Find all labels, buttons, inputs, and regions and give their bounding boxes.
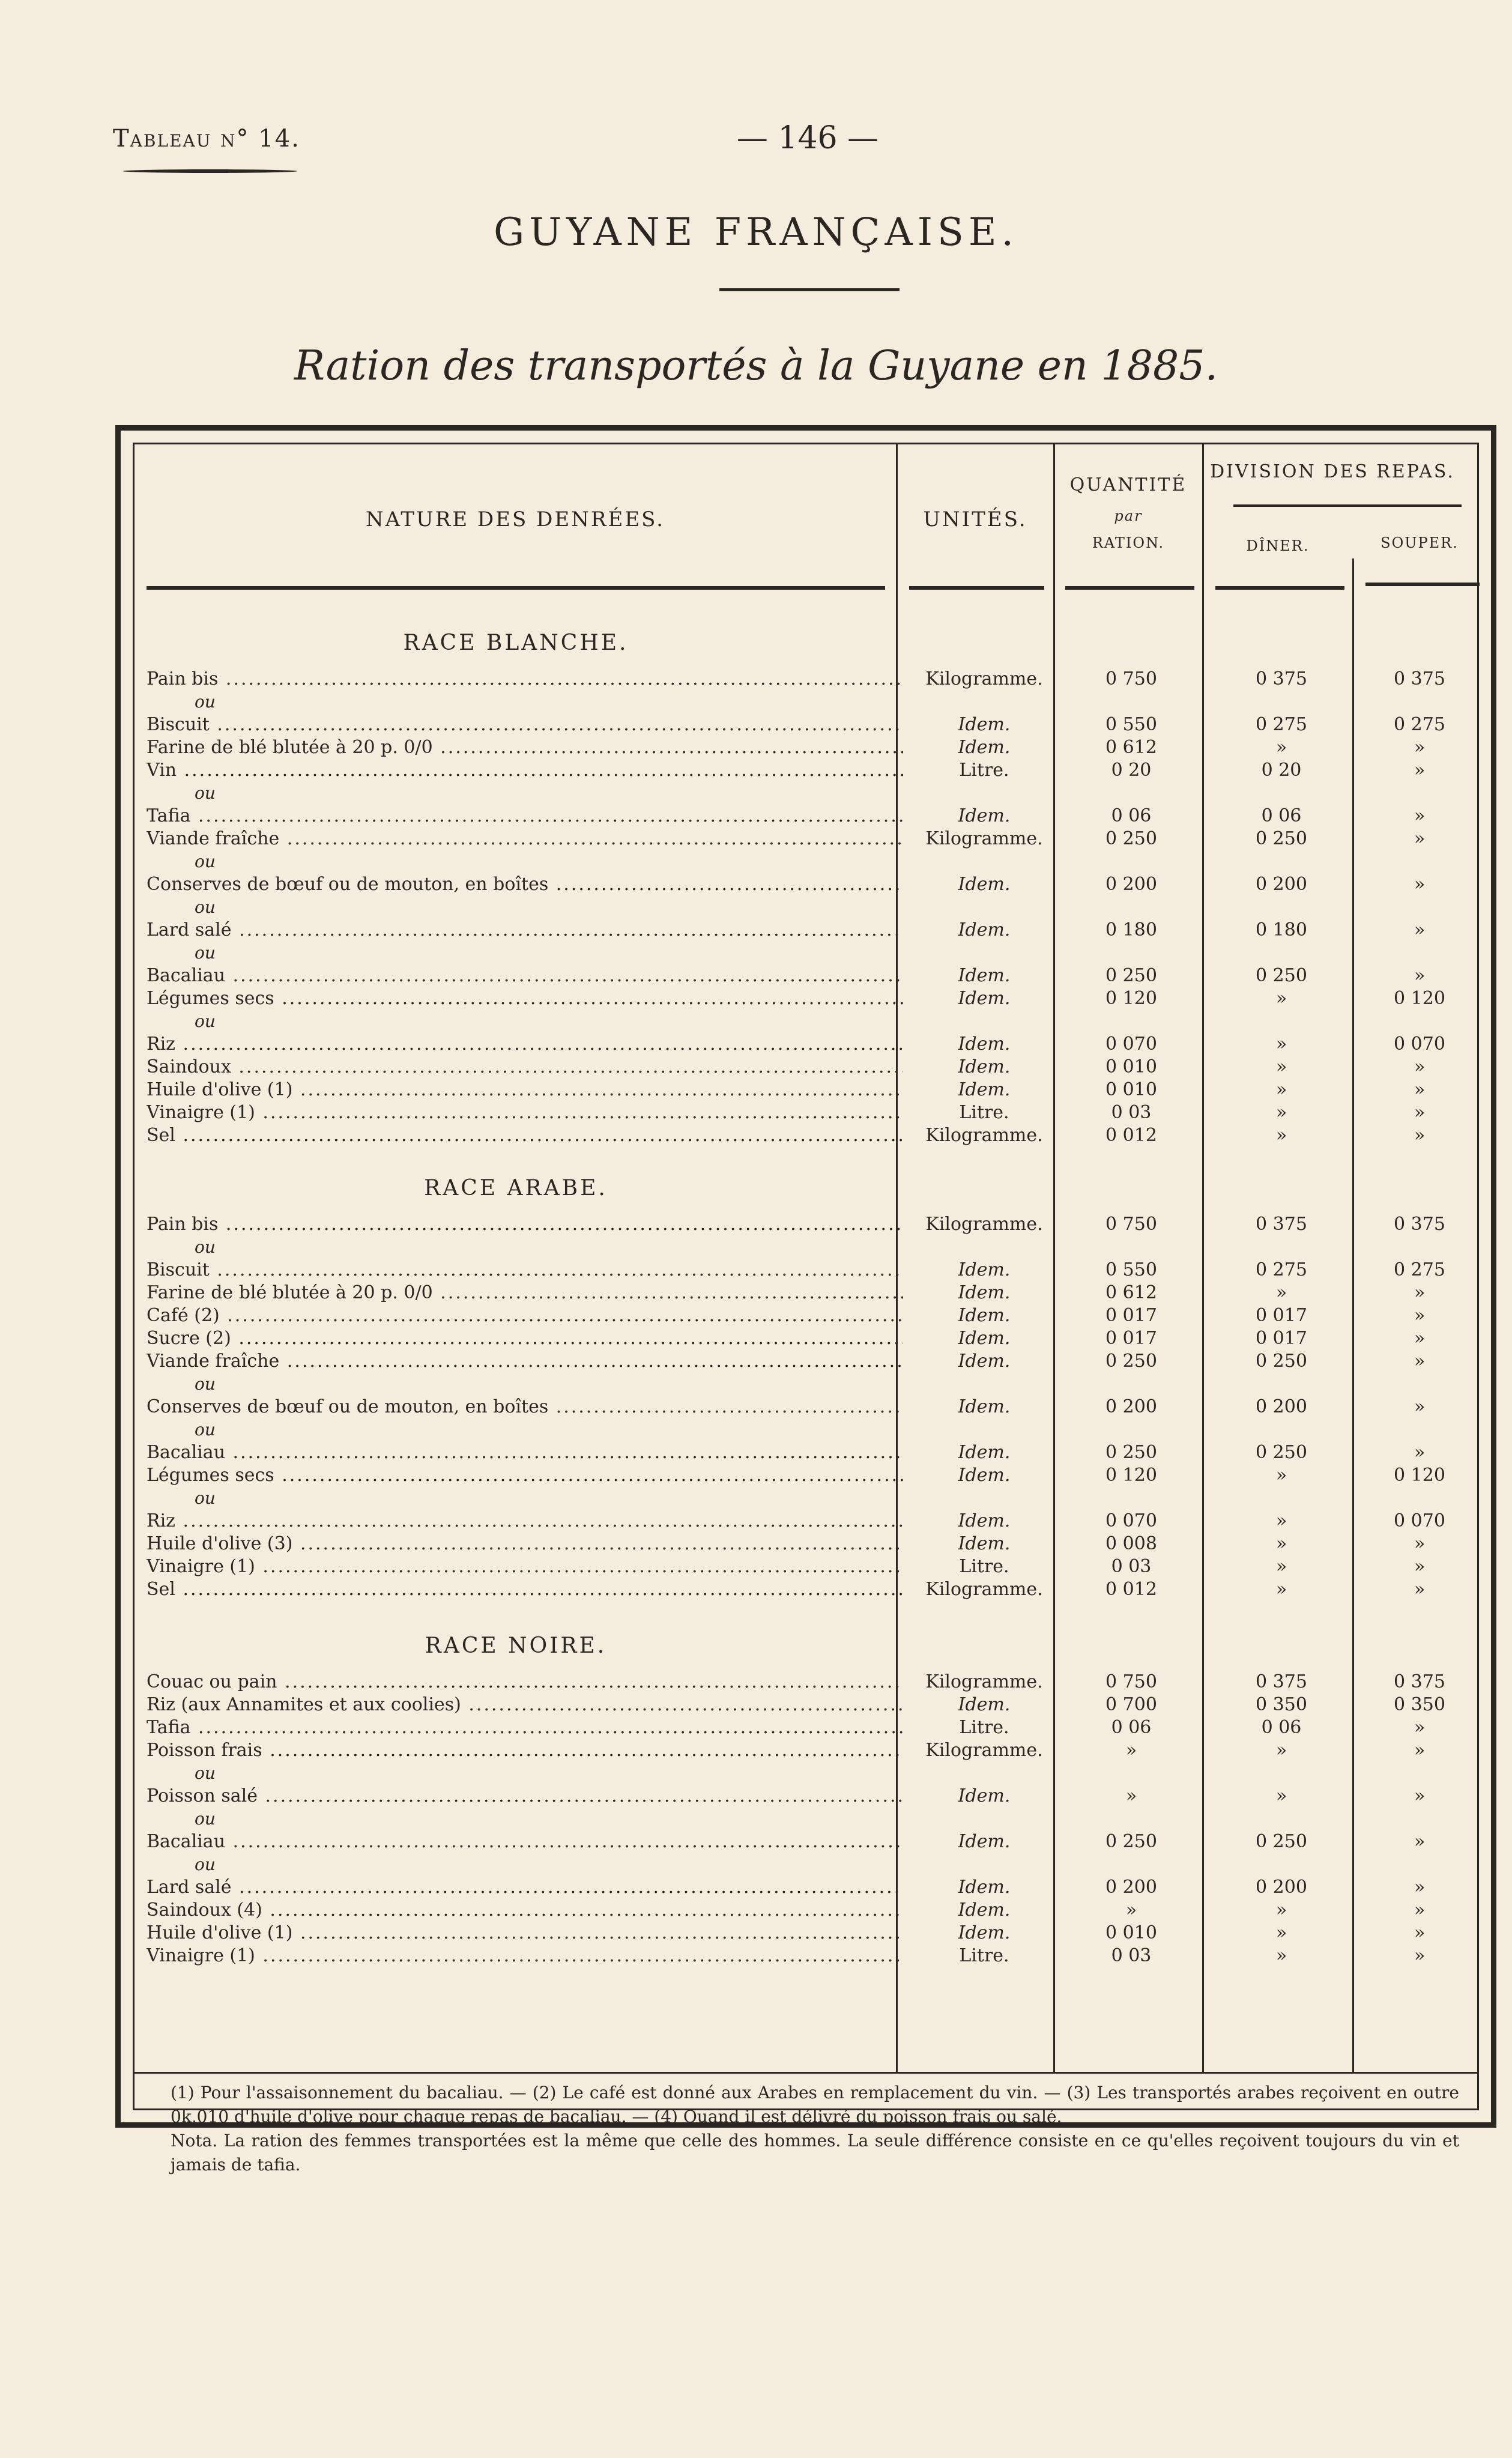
diner-cell: 0 275 (1256, 714, 1307, 735)
souper-cell: » (1414, 1579, 1426, 1600)
diner-cell: » (1275, 1079, 1287, 1100)
unit-cell: Idem. (958, 874, 1011, 895)
diner-cell: 0 275 (1256, 1259, 1307, 1280)
table-row (135, 1533, 1477, 1555)
quantity-cell: 0 750 (1105, 1671, 1157, 1692)
souper-cell: » (1414, 1785, 1426, 1806)
quantity-cell: 0 010 (1105, 1056, 1157, 1077)
item-name: Bacaliau ..... (147, 1830, 903, 1853)
unit-cell: Idem. (958, 1831, 1011, 1852)
unit-cell: Idem. (958, 1900, 1011, 1921)
quantity-cell: 0 250 (1105, 1442, 1157, 1463)
diner-cell: » (1275, 1556, 1287, 1577)
diner-cell: » (1275, 1510, 1287, 1531)
quantity-cell: » (1125, 1900, 1137, 1921)
or-connector: ou (195, 1809, 216, 1829)
unit-cell: Idem. (958, 1442, 1011, 1463)
quantity-cell: 0 010 (1105, 1922, 1157, 1943)
table-row (135, 1555, 1477, 1578)
diner-cell: » (1275, 737, 1287, 758)
quantity-cell: 0 03 (1111, 1945, 1152, 1966)
quantity-cell: 0 120 (1105, 988, 1157, 1009)
unit-cell: Kilogramme. (925, 1214, 1043, 1235)
diner-cell: » (1275, 1785, 1287, 1806)
diner-cell: » (1275, 1125, 1287, 1146)
unit-cell: Idem. (958, 988, 1011, 1009)
item-name: Poisson salé ..... (147, 1785, 903, 1808)
header-souper: SOUPER. (1380, 534, 1459, 551)
table-row (135, 1694, 1477, 1716)
header-rule (909, 586, 1044, 590)
souper-cell: 0 375 (1394, 1214, 1445, 1235)
item-name: Lard salé ..... (147, 919, 903, 942)
item-name: Riz ..... (147, 1033, 903, 1056)
item-name: Couac ou pain ..... (147, 1671, 903, 1694)
nota-note: Nota. La ration des femmes transportées est la même que celle des hommes. La seule différence consiste en ce qu'elles reçoivent toujours du vin et jamais de tafia. (171, 2131, 1459, 2175)
diner-cell: 0 20 (1261, 760, 1302, 781)
table-row (135, 1899, 1477, 1922)
table-row (135, 1510, 1477, 1533)
table-row (135, 1033, 1477, 1056)
unit-cell: Idem. (958, 1305, 1011, 1326)
souper-cell: 0 275 (1394, 714, 1445, 735)
quantity-cell: 0 612 (1105, 1282, 1157, 1303)
item-name: Sucre (2) ..... (147, 1327, 903, 1350)
item-name: Bacaliau ..... (147, 1441, 903, 1464)
unit-cell: Idem. (958, 1465, 1011, 1486)
unit-cell: Idem. (958, 1282, 1011, 1303)
item-name: Vin ..... (147, 759, 903, 782)
unit-cell: Idem. (958, 1259, 1011, 1280)
diner-cell: » (1275, 1579, 1287, 1600)
unit-cell: Kilogramme. (925, 1671, 1043, 1692)
or-connector: ou (195, 1011, 216, 1031)
item-name: Huile d'olive (3) ..... (147, 1533, 903, 1555)
item-name: Huile d'olive (1) ..... (147, 1922, 903, 1945)
item-name: Conserves de bœuf ou de mouton, en boîtes ..... (147, 873, 903, 896)
item-name: Pain bis ..... (147, 1213, 903, 1236)
quantity-cell: 0 750 (1105, 668, 1157, 689)
diner-cell: » (1275, 1533, 1287, 1554)
diner-cell: 0 200 (1256, 1396, 1307, 1417)
souper-cell: » (1414, 965, 1426, 986)
souper-cell: » (1414, 1351, 1426, 1372)
unit-cell: Litre. (959, 1556, 1009, 1577)
diner-cell: 0 180 (1256, 919, 1307, 940)
souper-cell: » (1414, 760, 1426, 781)
header-ration: RATION. (1092, 534, 1165, 551)
page-subtitle: Ration des transportés à la Guyane en 1885. (294, 342, 1218, 390)
item-name: Pain bis ..... (147, 668, 903, 691)
table-row (135, 805, 1477, 828)
diner-cell: » (1275, 1922, 1287, 1943)
unit-cell: Idem. (958, 1079, 1011, 1100)
souper-cell: » (1414, 737, 1426, 758)
diner-cell: 0 250 (1256, 1442, 1307, 1463)
table-row (135, 1716, 1477, 1739)
item-name: Biscuit ..... (147, 713, 903, 736)
item-name: Tafia ..... (147, 805, 903, 828)
or-connector: ou (195, 783, 216, 803)
table-row (135, 1671, 1477, 1694)
diner-cell: 0 017 (1256, 1328, 1307, 1349)
item-name: Lard salé ..... (147, 1876, 903, 1899)
quantity-cell: 0 070 (1105, 1034, 1157, 1055)
unit-cell: Idem. (958, 919, 1011, 940)
diner-cell: 0 375 (1256, 668, 1307, 689)
header-par: par (1114, 507, 1143, 524)
table-row (135, 1739, 1477, 1762)
unit-cell: Idem. (958, 1694, 1011, 1715)
diner-cell: 0 375 (1256, 1671, 1307, 1692)
quantity-cell: 0 017 (1105, 1328, 1157, 1349)
souper-cell: » (1414, 1900, 1426, 1921)
diner-cell: » (1275, 988, 1287, 1009)
quantity-cell: 0 612 (1105, 737, 1157, 758)
souper-cell: » (1414, 1056, 1426, 1077)
or-connector: ou (195, 1763, 216, 1783)
unit-cell: Idem. (958, 1351, 1011, 1372)
unit-cell: Idem. (958, 1533, 1011, 1554)
item-name: Bacaliau ..... (147, 964, 903, 987)
diner-cell: » (1275, 1740, 1287, 1761)
quantity-cell: 0 06 (1111, 1717, 1152, 1738)
item-name: Poisson frais ..... (147, 1739, 903, 1762)
unit-cell: Idem. (958, 1056, 1011, 1077)
item-name: Légumes secs ..... (147, 987, 903, 1010)
quantity-cell: 0 750 (1105, 1214, 1157, 1235)
unit-cell: Idem. (958, 1785, 1011, 1806)
table-row (135, 1327, 1477, 1350)
or-connector: ou (195, 1374, 216, 1394)
header-rule (1215, 586, 1344, 590)
section-title: RACE BLANCHE. (403, 631, 629, 655)
table-row (135, 736, 1477, 759)
or-connector: ou (195, 1488, 216, 1508)
diner-cell: » (1275, 1056, 1287, 1077)
unit-cell: Idem. (958, 965, 1011, 986)
quantity-cell: 0 20 (1111, 760, 1152, 781)
souper-cell: » (1414, 1556, 1426, 1577)
item-name: Saindoux ..... (147, 1056, 903, 1079)
or-connector: ou (195, 943, 216, 963)
quantity-cell: 0 700 (1105, 1694, 1157, 1715)
quantity-cell: 0 03 (1111, 1102, 1152, 1123)
unit-cell: Idem. (958, 1034, 1011, 1055)
table-row (135, 1945, 1477, 1967)
table-row (135, 873, 1477, 896)
quantity-cell: 0 070 (1105, 1510, 1157, 1531)
souper-cell: » (1414, 1125, 1426, 1146)
header-rule (1065, 586, 1194, 590)
souper-cell: » (1414, 1740, 1426, 1761)
diner-cell: 0 200 (1256, 874, 1307, 895)
tableau-underline (123, 169, 297, 173)
quantity-cell: 0 250 (1105, 965, 1157, 986)
unit-cell: Idem. (958, 1510, 1011, 1531)
quantity-cell: 0 550 (1105, 714, 1157, 735)
souper-cell: » (1414, 1717, 1426, 1738)
diner-cell: » (1275, 1282, 1287, 1303)
unit-cell: Idem. (958, 737, 1011, 758)
souper-cell: » (1414, 1396, 1426, 1417)
diner-cell: 0 350 (1256, 1694, 1307, 1715)
table-row (135, 1079, 1477, 1101)
quantity-cell: 0 550 (1105, 1259, 1157, 1280)
diner-cell: » (1275, 1102, 1287, 1123)
table-row (135, 1056, 1477, 1079)
quantity-cell: 0 010 (1105, 1079, 1157, 1100)
diner-cell: » (1275, 1945, 1287, 1966)
souper-cell: 0 350 (1394, 1694, 1445, 1715)
item-name: Viande fraîche ..... (147, 1350, 903, 1373)
unit-cell: Litre. (959, 1717, 1009, 1738)
table-row (135, 1213, 1477, 1236)
page-title: GUYANE FRANÇAISE. (494, 210, 1018, 255)
header-unites: UNITÉS. (923, 507, 1027, 531)
unit-cell: Idem. (958, 1396, 1011, 1417)
table-row (135, 713, 1477, 736)
souper-cell: » (1414, 828, 1426, 849)
quantity-cell: 0 008 (1105, 1533, 1157, 1554)
souper-cell: » (1414, 1328, 1426, 1349)
quantity-cell: » (1125, 1785, 1137, 1806)
diner-cell: 0 250 (1256, 1831, 1307, 1852)
souper-cell: » (1414, 1442, 1426, 1463)
souper-cell: » (1414, 1079, 1426, 1100)
souper-cell: 0 120 (1394, 1465, 1445, 1486)
diner-cell: » (1275, 1465, 1287, 1486)
unit-cell: Litre. (959, 1102, 1009, 1123)
souper-cell: 0 275 (1394, 1259, 1445, 1280)
diner-cell: 0 375 (1256, 1214, 1307, 1235)
quantity-cell: 0 200 (1105, 874, 1157, 895)
souper-cell: 0 375 (1394, 668, 1445, 689)
unit-cell: Kilogramme. (925, 668, 1043, 689)
diner-cell: 0 250 (1256, 828, 1307, 849)
section-title: RACE ARABE. (424, 1176, 608, 1200)
table-row (135, 1396, 1477, 1418)
diner-cell: » (1275, 1900, 1287, 1921)
item-name: Saindoux (4) ..... (147, 1899, 903, 1922)
souper-cell: » (1414, 874, 1426, 895)
or-connector: ou (195, 1420, 216, 1439)
quantity-cell: 0 012 (1105, 1579, 1157, 1600)
or-connector: ou (195, 1237, 216, 1257)
item-name: Biscuit ..... (147, 1259, 903, 1282)
item-name: Riz (aux Annamites et aux coolies) ..... (147, 1694, 903, 1716)
table-row (135, 828, 1477, 850)
souper-cell: » (1414, 1877, 1426, 1898)
unit-cell: Kilogramme. (925, 1579, 1043, 1600)
unit-cell: Idem. (958, 1877, 1011, 1898)
header-nature: NATURE DES DENRÉES. (365, 507, 665, 531)
quantity-cell: 0 03 (1111, 1556, 1152, 1577)
souper-cell: » (1414, 805, 1426, 826)
souper-cell: » (1414, 1945, 1426, 1966)
souper-cell: 0 375 (1394, 1671, 1445, 1692)
item-name: Légumes secs ..... (147, 1464, 903, 1487)
quantity-cell: 0 012 (1105, 1125, 1157, 1146)
header-division: DIVISION DES REPAS. (1210, 461, 1455, 482)
souper-cell: » (1414, 1305, 1426, 1326)
item-name: Sel ..... (147, 1124, 903, 1147)
souper-cell: 0 070 (1394, 1034, 1445, 1055)
diner-cell: 0 06 (1261, 1717, 1302, 1738)
table-row (135, 1464, 1477, 1487)
quantity-cell: 0 120 (1105, 1465, 1157, 1486)
item-name: Conserves de bœuf ou de mouton, en boîtes ..... (147, 1396, 903, 1418)
ration-table (133, 443, 1479, 2175)
diner-cell: 0 017 (1256, 1305, 1307, 1326)
quantity-cell: 0 06 (1111, 805, 1152, 826)
table-row (135, 987, 1477, 1010)
item-name: Farine de blé blutée à 20 p. 0/0 ..... (147, 1282, 903, 1304)
table-row (135, 668, 1477, 691)
table-row (135, 919, 1477, 942)
unit-cell: Kilogramme. (925, 828, 1043, 849)
unit-cell: Litre. (959, 1945, 1009, 1966)
header-rule (147, 586, 885, 590)
unit-cell: Litre. (959, 760, 1009, 781)
item-name: Vinaigre (1) ..... (147, 1555, 903, 1578)
item-name: Sel ..... (147, 1578, 903, 1601)
souper-cell: » (1414, 1102, 1426, 1123)
header-diner: DÎNER. (1246, 537, 1310, 554)
table-row (135, 1922, 1477, 1945)
item-name: Riz ..... (147, 1510, 903, 1533)
quantity-cell: 0 250 (1105, 828, 1157, 849)
or-connector: ou (195, 1854, 216, 1874)
quantity-cell: 0 250 (1105, 1351, 1157, 1372)
or-connector: ou (195, 897, 216, 917)
quantity-cell: 0 200 (1105, 1396, 1157, 1417)
quantity-cell: 0 180 (1105, 919, 1157, 940)
or-connector: ou (195, 852, 216, 871)
table-row (135, 1304, 1477, 1327)
unit-cell: Idem. (958, 1328, 1011, 1349)
item-name: Huile d'olive (1) ..... (147, 1079, 903, 1101)
table-row (135, 1259, 1477, 1282)
title-divider (719, 288, 900, 291)
souper-cell: » (1414, 1282, 1426, 1303)
diner-cell: 0 200 (1256, 1877, 1307, 1898)
table-row (135, 1282, 1477, 1304)
unit-cell: Kilogramme. (925, 1125, 1043, 1146)
tableau-number: Tableau n° 14. (113, 125, 300, 153)
quantity-cell: 0 250 (1105, 1831, 1157, 1852)
section-title: RACE NOIRE. (425, 1633, 607, 1658)
item-name: Café (2) ..... (147, 1304, 903, 1327)
table-row (135, 759, 1477, 782)
table-row (135, 1785, 1477, 1808)
quantity-cell: » (1125, 1740, 1137, 1761)
unit-cell: Idem. (958, 714, 1011, 735)
diner-cell: 0 250 (1256, 1351, 1307, 1372)
footnotes: (1) Pour l'assaisonnement du bacaliau. — (2) Le café est donné aux Arabes en remplacement du vin. — (3) Les transportés arabes reçoivent en outre 0k,010 d'huile d'olive pour chaque repas de bacaliau. — (4) Quand il est délivré du poisson frais ou salé. (171, 2083, 1459, 2127)
diner-cell: 0 250 (1256, 965, 1307, 986)
souper-cell: » (1414, 1831, 1426, 1852)
table-row (135, 964, 1477, 987)
item-name: Vinaigre (1) ..... (147, 1945, 903, 1967)
notes-separator (135, 2072, 1477, 2074)
ration-table-frame (115, 425, 1496, 2175)
diner-cell: » (1275, 1034, 1287, 1055)
item-name: Viande fraîche ..... (147, 828, 903, 850)
header-rule (1365, 583, 1480, 586)
quantity-cell: 0 200 (1105, 1877, 1157, 1898)
table-row (135, 1124, 1477, 1147)
table-row (135, 1578, 1477, 1601)
item-name: Farine de blé blutée à 20 p. 0/0 ..... (147, 736, 903, 759)
item-name: Vinaigre (1) ..... (147, 1101, 903, 1124)
table-row (135, 1350, 1477, 1373)
diner-cell: 0 06 (1261, 805, 1302, 826)
souper-cell: 0 070 (1394, 1510, 1445, 1531)
souper-cell: 0 120 (1394, 988, 1445, 1009)
quantity-cell: 0 017 (1105, 1305, 1157, 1326)
table-row (135, 1876, 1477, 1899)
table-row (135, 1101, 1477, 1124)
header-quantite: QUANTITÉ (1069, 474, 1187, 495)
unit-cell: Idem. (958, 1922, 1011, 1943)
souper-cell: » (1414, 1533, 1426, 1554)
unit-cell: Idem. (958, 805, 1011, 826)
table-row (135, 1830, 1477, 1853)
table-row (135, 1441, 1477, 1464)
souper-cell: » (1414, 919, 1426, 940)
or-connector: ou (195, 692, 216, 712)
unit-cell: Kilogramme. (925, 1740, 1043, 1761)
header-division-rule (1233, 504, 1462, 507)
page-number: — 146 — (736, 120, 879, 156)
item-name: Tafia ..... (147, 1716, 903, 1739)
souper-cell: » (1414, 1922, 1426, 1943)
